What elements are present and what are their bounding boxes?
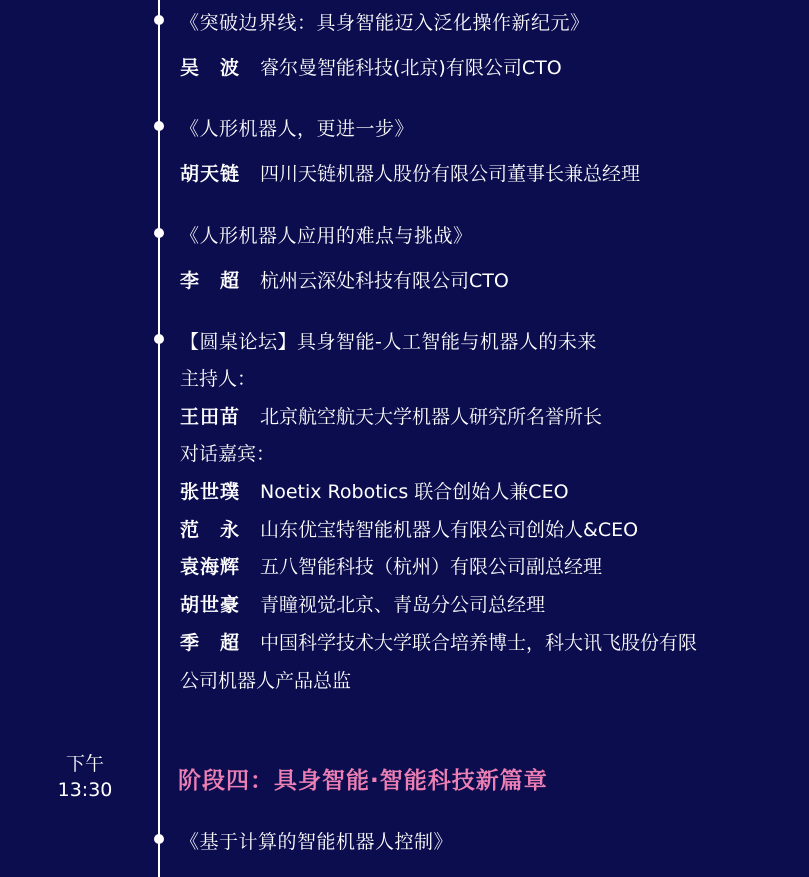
speaker-row: [180, 159, 640, 186]
guest-name: 季 超: [180, 632, 241, 654]
guest-name: 范 永: [180, 519, 241, 541]
guest-row: [180, 590, 545, 617]
timeline-dot: [154, 834, 164, 844]
guest-name: 张世璞: [180, 481, 241, 503]
speaker-name: 胡天链: [180, 163, 241, 185]
timeline-dot: [154, 121, 164, 131]
speaker-role: 杭州云深处科技有限公司CTO: [260, 270, 509, 292]
time-value: 13:30: [57, 779, 113, 801]
talk-title: 《突破边界线：具身智能迈入泛化操作新纪元》: [180, 12, 590, 34]
guest-role: Noetix Robotics 联合创始人兼CEO: [260, 481, 569, 503]
guest-row: [180, 552, 602, 579]
guest-role: 五八智能科技（杭州）有限公司副总经理: [260, 556, 603, 578]
host-name: 王田苗: [180, 406, 241, 428]
talk-title: 《人形机器人，更进一步》: [180, 118, 415, 140]
guest-role-continuation: 公司机器人产品总监: [180, 670, 352, 692]
guests-label: 对话嘉宾：: [180, 443, 276, 465]
speaker-name: 吴 波: [180, 57, 241, 79]
roundtable-title: 【圆桌论坛】具身智能-人工智能与机器人的未来: [180, 331, 597, 353]
time-label: [40, 751, 130, 803]
guest-role: 山东优宝特智能机器人有限公司创始人&CEO: [260, 519, 639, 541]
speaker-row: [180, 53, 562, 80]
timeline-dot: [154, 334, 164, 344]
host-row: [180, 402, 602, 429]
host-label: 主持人：: [180, 368, 257, 390]
speaker-name: 李 超: [180, 270, 241, 292]
timeline-dot: [154, 15, 164, 25]
guest-row: [180, 477, 569, 504]
guest-row: [180, 515, 638, 542]
talk-title: 《基于计算的智能机器人控制》: [180, 831, 454, 853]
guest-role: 中国科学技术大学联合培养博士，科大讯飞股份有限: [260, 632, 698, 654]
stage-title: 阶段四：具身智能·智能科技新篇章: [178, 768, 548, 794]
guest-row: [180, 628, 697, 655]
speaker-role: 四川天链机器人股份有限公司董事长兼总经理: [260, 163, 641, 185]
timeline-dot: [154, 228, 164, 238]
speaker-row: [180, 266, 509, 293]
speaker-role: 睿尔曼智能科技(北京)有限公司CTO: [260, 57, 562, 79]
guest-role: 青瞳视觉北京、青岛分公司总经理: [260, 594, 546, 616]
guest-name: 胡世豪: [180, 594, 241, 616]
timeline-line: [158, 0, 160, 877]
talk-title: 《人形机器人应用的难点与挑战》: [180, 225, 473, 247]
guest-name: 袁海辉: [180, 556, 241, 578]
host-role: 北京航空航天大学机器人研究所名誉所长: [260, 406, 603, 428]
time-period: 下午: [65, 753, 104, 775]
